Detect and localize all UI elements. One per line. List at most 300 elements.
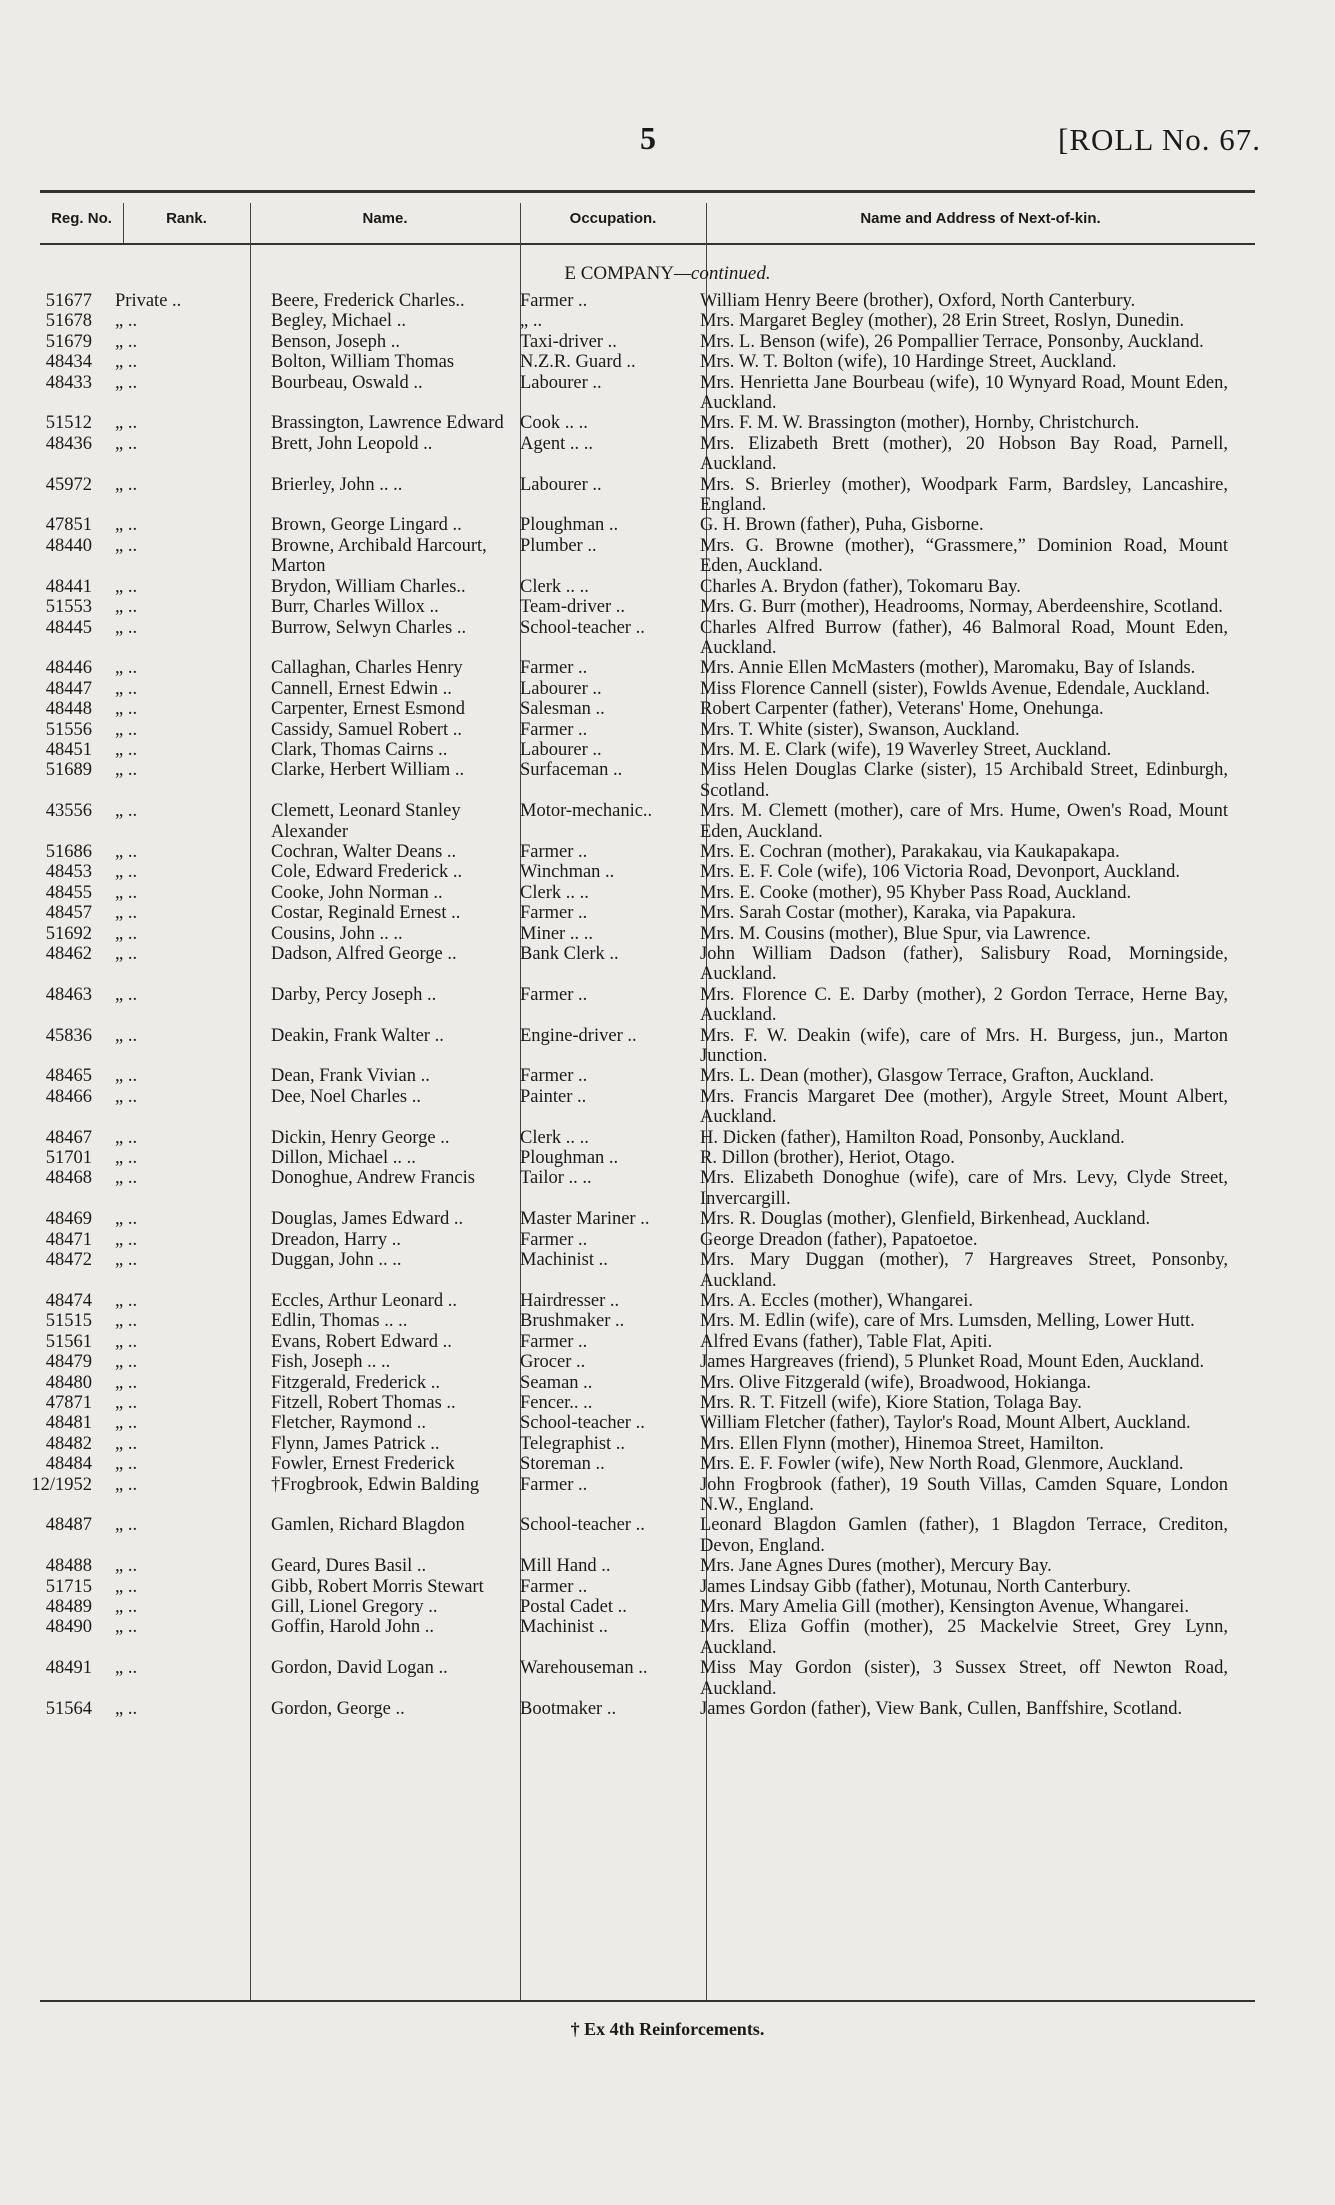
occupation-cell: Team-driver .. [520,597,626,618]
rank-cell: „ .. [115,1066,138,1087]
next-of-kin-cell: William Fletcher (father), Taylor's Road, Mount Albert, Auckland. [700,1413,1191,1434]
header-reg-no: Reg. No. [51,210,112,227]
rank-cell: „ .. [115,352,138,373]
occupation-cell: Mill Hand .. [520,1556,611,1577]
reg-number-cell: 48448 [45,699,92,720]
occupation-cell: Taxi-driver .. [520,331,617,352]
next-of-kin-cell: Mrs. M. Edlin (wife), care of Mrs. Lumsden, Melling, Lower Hutt. [700,1311,1195,1332]
reg-number-cell: 48433 [45,372,92,393]
reg-number-cell: 48446 [45,658,92,679]
next-of-kin-cell: Mrs. T. White (sister), Swanson, Auckland. [700,719,1020,740]
name-cell: Brown, George Lingard .. [271,515,462,536]
rank-cell: „ .. [115,1617,138,1638]
occupation-cell: Miner .. .. [520,923,593,944]
table-row [0,1658,1335,1699]
rank-cell: „ .. [115,882,138,903]
occupation-cell: Ploughman .. [520,515,619,536]
occupation-cell: Plumber .. [520,535,597,556]
rank-cell: „ .. [115,515,138,536]
reg-number-cell: 48434 [45,352,92,373]
name-cell: Gordon, George .. [271,1699,405,1720]
table-bottom-rule [40,2000,1255,2002]
reg-number-cell: 51515 [45,1311,92,1332]
reg-number-cell: 51553 [45,597,92,618]
occupation-cell: Postal Cadet .. [520,1597,627,1617]
header-occupation: Occupation. [569,210,657,227]
occupation-cell: Farmer .. [520,1229,588,1250]
rank-cell: „ .. [115,739,138,760]
rank-cell: „ .. [115,1658,138,1679]
table-row [0,842,1335,862]
reg-number-cell: 48440 [45,535,92,556]
table-row [0,413,1335,433]
rank-cell: „ .. [115,1474,138,1495]
next-of-kin-cell: Mrs. Elizabeth Donoghue (wife), care of Mrs. Levy, Clyde Street, Invercargill. [700,1168,1228,1209]
rank-cell: „ .. [115,1331,138,1352]
reg-number-cell: 48465 [45,1066,92,1087]
name-cell: Burrow, Selwyn Charles .. [271,617,467,638]
name-cell: Fitzell, Robert Thomas .. [271,1392,456,1413]
next-of-kin-cell: Mrs. F. M. W. Brassington (mother), Hornby, Christchurch. [700,413,1140,434]
reg-number-cell: 47851 [45,515,92,536]
rank-cell: „ .. [115,474,138,495]
reg-number-cell: 51556 [45,719,92,740]
name-cell: Fitzgerald, Frederick .. [271,1372,441,1393]
name-cell: Callaghan, Charles Henry [271,658,463,679]
occupation-cell: Farmer .. [520,903,588,924]
table-row [0,373,1335,414]
next-of-kin-cell: James Lindsay Gibb (father), Motunau, North Canterbury. [700,1576,1131,1597]
rank-cell: „ .. [115,658,138,679]
reg-number-cell: 48462 [45,944,92,964]
rank-cell: „ .. [115,1290,138,1311]
table-row [0,332,1335,352]
occupation-cell: Storeman .. [520,1454,605,1475]
occupation-cell: Agent .. .. [520,433,593,454]
next-of-kin-cell: John William Dadson (father), Salisbury Road, Morningside, Auckland. [700,944,1228,985]
occupation-cell: Painter .. [520,1086,587,1107]
table-row [0,1087,1335,1128]
table-row [0,1393,1335,1413]
rank-cell: „ .. [115,841,138,862]
occupation-cell: Grocer .. [520,1352,586,1373]
next-of-kin-cell: Miss Helen Douglas Clarke (sister), 15 Archibald Street, Edinburgh, Scotland. [700,760,1228,801]
table-row [0,1617,1335,1658]
table-row [0,903,1335,923]
next-of-kin-cell: Mrs. E. F. Fowler (wife), New North Road, Glenmore, Auckland. [700,1454,1184,1475]
name-cell: Goffin, Harold John .. [271,1617,435,1638]
occupation-cell: Labourer .. [520,739,602,760]
rank-cell: „ .. [115,413,138,434]
reg-number-cell: 48467 [45,1127,92,1148]
rank-cell: Private .. [115,291,182,311]
next-of-kin-cell: Mrs. M. E. Clark (wife), 19 Waverley Street, Auckland. [700,739,1112,760]
occupation-cell: N.Z.R. Guard .. [520,352,636,373]
name-cell: Benson, Joseph .. [271,331,400,352]
name-cell: Douglas, James Edward .. [271,1209,464,1230]
table-row [0,924,1335,944]
next-of-kin-cell: H. Dicken (father), Hamilton Road, Ponsonby, Auckland. [700,1127,1125,1148]
occupation-cell: Farmer .. [520,841,588,862]
reg-number-cell: 48457 [45,903,92,924]
name-cell: Beere, Frederick Charles.. [271,291,465,311]
next-of-kin-cell: Mrs. S. Brierley (mother), Woodpark Farm, Bardsley, Lancashire, England. [700,474,1228,516]
next-of-kin-cell: John Frogbrook (father), 19 South Villas, Camden Square, London N.W., England. [700,1474,1228,1515]
reg-number-cell: 45836 [45,1025,92,1046]
table-row [0,862,1335,882]
reg-number-cell: 48466 [45,1086,92,1107]
name-cell: Dickin, Henry George .. [271,1127,450,1148]
occupation-cell: School-teacher .. [520,617,645,638]
header-rank: Rank. [166,210,207,227]
table-row [0,883,1335,903]
next-of-kin-cell: Mrs. Eliza Goffin (mother), 25 Mackelvie Street, Grey Lynn, Auckland. [700,1617,1228,1658]
name-cell: Dee, Noel Charles .. [271,1086,422,1107]
table-row [0,1291,1335,1311]
table-row [0,1577,1335,1597]
table-row [0,291,1335,311]
occupation-cell: „ .. [520,311,543,332]
name-cell: Duggan, John .. .. [271,1250,402,1271]
occupation-cell: Labourer .. [520,372,602,393]
next-of-kin-cell: Mrs. E. Cooke (mother), 95 Khyber Pass Road, Auckland. [700,882,1132,903]
occupation-cell: Bootmaker .. [520,1699,617,1720]
name-cell: Clarke, Herbert William .. [271,760,465,781]
name-cell: Gibb, Robert Morris Stewart [271,1576,484,1597]
rank-cell: „ .. [115,944,138,964]
rank-cell: „ .. [115,699,138,720]
page-number: 5 [640,120,656,156]
reg-number-cell: 43556 [45,801,92,822]
table-row [0,597,1335,617]
name-cell: Gordon, David Logan .. [271,1658,448,1679]
rank-cell: „ .. [115,760,138,781]
reg-number-cell: 48489 [45,1597,92,1617]
name-cell: Dean, Frank Vivian .. [271,1066,430,1087]
occupation-cell: Seaman .. [520,1372,593,1393]
rank-cell: „ .. [115,719,138,740]
rank-cell: „ .. [115,311,138,332]
rank-cell: „ .. [115,1025,138,1046]
rank-cell: „ .. [115,1556,138,1577]
next-of-kin-cell: Mrs. Sarah Costar (mother), Karaka, via Papakura. [700,903,1077,924]
next-of-kin-cell: William Henry Beere (brother), Oxford, North Canterbury. [700,291,1136,311]
reg-number-cell: 48455 [45,882,92,903]
reg-number-cell: 48487 [45,1515,92,1536]
name-cell: Dreadon, Harry .. [271,1229,401,1250]
next-of-kin-cell: Mrs. R. T. Fitzell (wife), Kiore Station, Tolaga Bay. [700,1392,1082,1413]
rank-cell: „ .. [115,1699,138,1720]
table-row [0,1311,1335,1331]
reg-number-cell: 48482 [45,1433,92,1454]
reg-number-cell: 51678 [45,311,92,332]
rank-cell: „ .. [115,535,138,556]
rank-cell: „ .. [115,1392,138,1413]
occupation-cell: Machinist .. [520,1250,608,1271]
reg-number-cell: 48472 [45,1250,92,1271]
reg-number-cell: 51679 [45,331,92,352]
table-row [0,352,1335,372]
next-of-kin-cell: Mrs. Florence C. E. Darby (mother), 2 Gordon Terrace, Herne Bay, Auckland. [700,984,1228,1026]
occupation-cell: Clerk .. .. [520,882,589,903]
name-cell: Gill, Lionel Gregory .. [271,1597,438,1617]
name-cell: Cousins, John .. .. [271,923,403,944]
next-of-kin-cell: Mrs. Elizabeth Brett (mother), 20 Hobson Bay Road, Parnell, Auckland. [700,433,1228,475]
occupation-cell: Farmer .. [520,1066,588,1087]
occupation-cell: Farmer .. [520,291,588,311]
next-of-kin-cell: Mrs. M. Clemett (mother), care of Mrs. Hume, Owen's Road, Mount Eden, Auckland. [700,801,1228,842]
rank-cell: „ .. [115,576,138,597]
table-row [0,1332,1335,1352]
table-row [0,1515,1335,1556]
next-of-kin-cell: G. H. Brown (father), Puha, Gisborne. [700,515,984,536]
rank-cell: „ .. [115,1311,138,1332]
next-of-kin-cell: Mrs. Henrietta Jane Bourbeau (wife), 10 Wynyard Road, Mount Eden, Auckland. [700,372,1228,414]
rank-cell: „ .. [115,1597,138,1617]
name-cell: Darby, Percy Joseph .. [271,984,437,1005]
section-title: E COMPANY [564,263,675,284]
next-of-kin-cell: James Hargreaves (friend), 5 Plunket Road, Mount Eden, Auckland. [700,1352,1205,1373]
name-cell: Deakin, Frank Walter .. [271,1025,444,1046]
table-row [0,1699,1335,1719]
name-cell: Cole, Edward Frederick .. [271,862,463,883]
occupation-cell: Master Mariner .. [520,1209,650,1230]
rank-cell: „ .. [115,1229,138,1250]
reg-number-cell: 51512 [45,413,92,434]
name-cell: Brierley, John .. .. [271,474,403,495]
reg-number-cell: 51561 [45,1331,92,1352]
next-of-kin-cell: Mrs. W. T. Bolton (wife), 10 Hardinge Street, Auckland. [700,352,1117,373]
next-of-kin-cell: Mrs. Ellen Flynn (mother), Hinemoa Street, Hamilton. [700,1433,1104,1454]
table-row [0,515,1335,535]
reg-number-cell: 48463 [45,984,92,1005]
rank-cell: „ .. [115,433,138,454]
table-row [0,1475,1335,1516]
reg-number-cell: 48469 [45,1209,92,1230]
table-row [0,1148,1335,1168]
table-row [0,475,1335,516]
table-row [0,1597,1335,1617]
occupation-cell: Salesman .. [520,699,605,720]
occupation-cell: School-teacher .. [520,1515,645,1536]
table-row [0,618,1335,659]
occupation-cell: Warehouseman .. [520,1658,648,1679]
reg-number-cell: 48453 [45,862,92,883]
roll-number: [ROLL No. 67. [1058,122,1261,157]
name-cell: Dadson, Alfred George .. [271,944,457,964]
name-cell: Eccles, Arthur Leonard .. [271,1290,457,1311]
roll-table [0,291,1335,1719]
occupation-cell: Farmer .. [520,658,588,679]
header-bottom-rule [40,243,1255,245]
table-row [0,985,1335,1026]
name-cell: Dillon, Michael .. .. [271,1148,416,1169]
reg-number-cell: 48468 [45,1168,92,1189]
footnote: † Ex 4th Reinforcements. [570,2019,765,2039]
table-row [0,1250,1335,1291]
next-of-kin-cell: Mrs. G. Browne (mother), “Grassmere,” Dominion Road, Mount Eden, Auckland. [700,535,1228,577]
next-of-kin-cell: Mrs. F. W. Deakin (wife), care of Mrs. H. Burgess, jun., Marton Junction. [700,1025,1228,1067]
section-heading [0,263,1335,285]
reg-number-cell: 48445 [45,617,92,638]
name-cell: Brett, John Leopold .. [271,433,433,454]
next-of-kin-cell: Miss Florence Cannell (sister), Fowlds Avenue, Edendale, Auckland. [700,678,1210,699]
reg-number-cell: 48436 [45,433,92,454]
reg-number-cell: 48480 [45,1372,92,1393]
rank-cell: „ .. [115,617,138,638]
reg-number-cell: 47871 [45,1392,92,1413]
table-row [0,1230,1335,1250]
occupation-cell: Cook .. .. [520,413,588,434]
table-row [0,1066,1335,1086]
name-cell: Brydon, William Charles.. [271,576,466,597]
name-cell: Edlin, Thomas .. .. [271,1311,408,1332]
occupation-cell: Clerk .. .. [520,1127,589,1148]
rank-cell: „ .. [115,1127,138,1148]
occupation-cell: Bank Clerk .. [520,944,619,964]
table-row [0,1434,1335,1454]
rank-cell: „ .. [115,801,138,822]
name-cell: Gamlen, Richard Blagdon [271,1515,465,1536]
rank-cell: „ .. [115,597,138,618]
reg-number-cell: 48479 [45,1352,92,1373]
reg-number-cell: 48491 [45,1658,92,1679]
next-of-kin-cell: George Dreadon (father), Papatoetoe. [700,1229,978,1250]
reg-number-cell: 48481 [45,1413,92,1434]
rank-cell: „ .. [115,678,138,699]
rank-cell: „ .. [115,862,138,883]
occupation-cell: Ploughman .. [520,1148,619,1169]
next-of-kin-cell: Mrs. M. Cousins (mother), Blue Spur, via Lawrence. [700,923,1091,944]
table-row [0,1128,1335,1148]
table-row [0,801,1335,842]
name-cell: Cochran, Walter Deans .. [271,841,457,862]
name-cell: Cooke, John Norman .. [271,882,443,903]
next-of-kin-cell: Miss May Gordon (sister), 3 Sussex Street, off Newton Road, Auckland. [700,1658,1228,1699]
name-cell: Cassidy, Samuel Robert .. [271,719,462,740]
next-of-kin-cell: Mrs. Margaret Begley (mother), 28 Erin Street, Roslyn, Dunedin. [700,311,1185,332]
occupation-cell: Motor-mechanic.. [520,801,653,822]
occupation-cell: Farmer .. [520,984,588,1005]
rank-cell: „ .. [115,923,138,944]
rank-cell: „ .. [115,1209,138,1230]
next-of-kin-cell: Mrs. Mary Duggan (mother), 7 Hargreaves Street, Ponsonby, Auckland. [700,1250,1228,1291]
table-row [0,311,1335,331]
next-of-kin-cell: Charles A. Brydon (father), Tokomaru Bay. [700,576,1021,597]
rank-cell: „ .. [115,1168,138,1189]
next-of-kin-cell: Mrs. Francis Margaret Dee (mother), Argyle Street, Mount Albert, Auckland. [700,1086,1228,1128]
rank-cell: „ .. [115,1454,138,1475]
reg-number-cell: 48488 [45,1556,92,1577]
name-cell: †Frogbrook, Edwin Balding [271,1474,480,1495]
next-of-kin-cell: Mrs. E. F. Cole (wife), 106 Victoria Road, Devonport, Auckland. [700,862,1181,883]
rank-cell: „ .. [115,1086,138,1107]
reg-number-cell: 12/1952 [31,1474,92,1495]
name-cell: Fowler, Ernest Frederick [271,1454,455,1475]
name-cell: Begley, Michael .. [271,311,406,332]
rank-cell: „ .. [115,1352,138,1373]
rank-cell: „ .. [115,1148,138,1169]
next-of-kin-cell: Mrs. Jane Agnes Dures (mother), Mercury Bay. [700,1556,1052,1577]
name-cell: Brassington, Lawrence Edward [271,413,504,434]
rank-cell: „ .. [115,1515,138,1536]
name-cell: Browne, Archibald Harcourt, Marton [271,535,487,577]
occupation-cell: Farmer .. [520,1331,588,1352]
name-cell: Donoghue, Andrew Francis [271,1168,475,1189]
reg-number-cell: 48441 [45,576,92,597]
reg-number-cell: 51564 [45,1699,92,1720]
occupation-cell: Telegraphist .. [520,1433,626,1454]
reg-number-cell: 51686 [45,841,92,862]
reg-number-cell: 51689 [45,760,92,781]
table-row [0,720,1335,740]
occupation-cell: Labourer .. [520,474,602,495]
table-row [0,740,1335,760]
next-of-kin-cell: Mrs. L. Dean (mother), Glasgow Terrace, Grafton, Auckland. [700,1066,1155,1087]
rank-cell: „ .. [115,903,138,924]
name-cell: Fletcher, Raymond .. [271,1413,426,1434]
occupation-cell: School-teacher .. [520,1413,645,1434]
occupation-cell: Tailor .. .. [520,1168,592,1189]
rank-cell: „ .. [115,1250,138,1271]
table-row [0,1556,1335,1576]
occupation-cell: Machinist .. [520,1617,608,1638]
next-of-kin-cell: Alfred Evans (father), Table Flat, Apiti. [700,1331,993,1352]
reg-number-cell: 48474 [45,1290,92,1311]
name-cell: Flynn, James Patrick .. [271,1433,440,1454]
rank-cell: „ .. [115,1576,138,1597]
next-of-kin-cell: Mrs. R. Douglas (mother), Glenfield, Birkenhead, Auckland. [700,1209,1151,1230]
occupation-cell: Farmer .. [520,1576,588,1597]
reg-number-cell: 48490 [45,1617,92,1638]
name-cell: Burr, Charles Willox .. [271,597,439,618]
next-of-kin-cell: Charles Alfred Burrow (father), 46 Balmoral Road, Mount Eden, Auckland. [700,617,1228,658]
table-row [0,1168,1335,1209]
rank-cell: „ .. [115,372,138,393]
next-of-kin-cell: Mrs. A. Eccles (mother), Whangarei. [700,1290,973,1311]
reg-number-cell: 48447 [45,678,92,699]
rank-cell: „ .. [115,1372,138,1393]
table-row [0,434,1335,475]
next-of-kin-cell: Mrs. Olive Fitzgerald (wife), Broadwood, Hokianga. [700,1372,1091,1393]
name-cell: Costar, Reginald Ernest .. [271,903,461,924]
reg-number-cell: 51715 [45,1576,92,1597]
table-row [0,1373,1335,1393]
next-of-kin-cell: Robert Carpenter (father), Veterans' Home, Onehunga. [700,699,1104,720]
occupation-cell: Clerk .. .. [520,576,589,597]
table-row [0,1413,1335,1433]
occupation-cell: Farmer .. [520,719,588,740]
reg-number-cell: 48484 [45,1454,92,1475]
rank-cell: „ .. [115,1413,138,1434]
occupation-cell: Fencer.. .. [520,1392,593,1413]
occupation-cell: Labourer .. [520,678,602,699]
table-row [0,760,1335,801]
next-of-kin-cell: Leonard Blagdon Gamlen (father), 1 Blagdon Terrace, Crediton, Devon, England. [700,1515,1228,1556]
occupation-cell: Engine-driver .. [520,1025,637,1046]
occupation-cell: Brushmaker .. [520,1311,625,1332]
table-row [0,1352,1335,1372]
table-row [0,699,1335,719]
header-next-of-kin: Name and Address of Next-of-kin. [860,210,1101,227]
next-of-kin-cell: James Gordon (father), View Bank, Cullen, Banffshire, Scotland. [700,1699,1183,1720]
table-row [0,679,1335,699]
next-of-kin-cell: Mrs. Annie Ellen McMasters (mother), Maromaku, Bay of Islands. [700,658,1196,679]
table-row [0,577,1335,597]
table-row [0,1209,1335,1229]
reg-number-cell: 51677 [45,291,92,311]
occupation-cell: Hairdresser .. [520,1290,620,1311]
